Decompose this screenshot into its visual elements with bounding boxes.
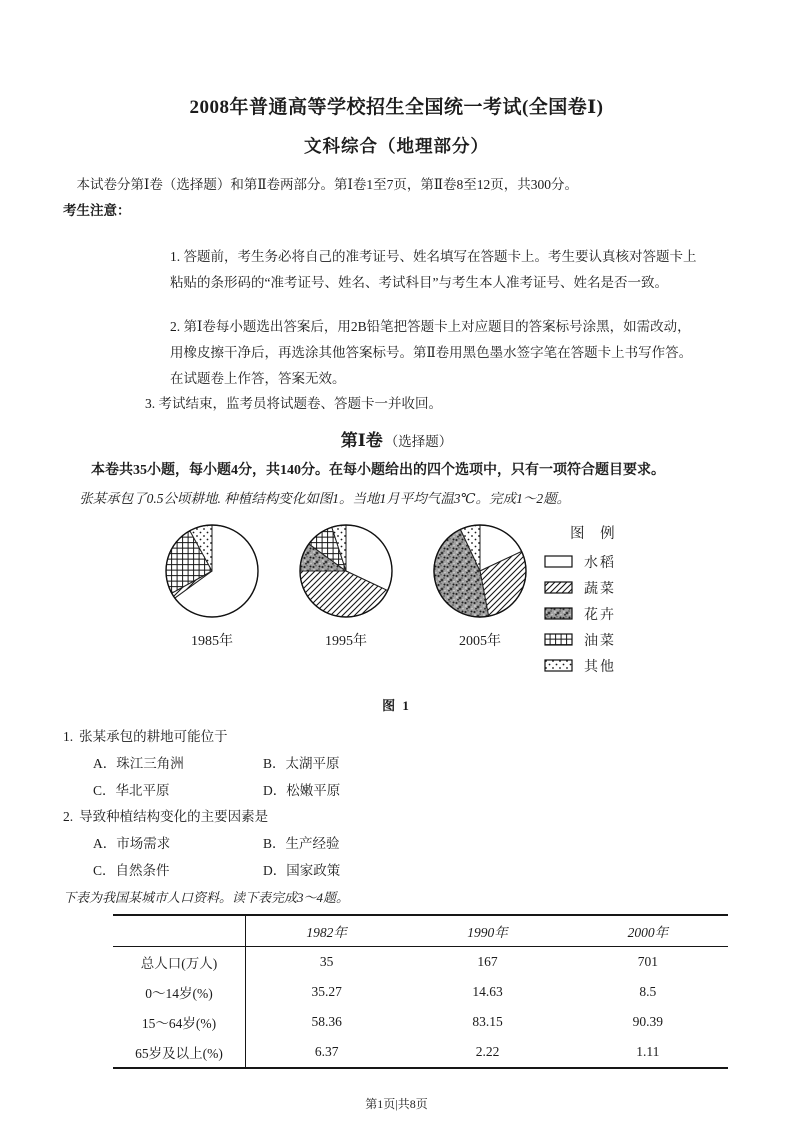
table-col-2000: 2000年 [627,925,669,940]
table-row [113,977,728,1007]
population-table [113,914,728,1069]
question-2 [63,804,730,884]
question-1-body: 张某承包的耕地可能位于 [79,729,228,744]
legend-item-花卉 [544,601,621,627]
pie-year-label: 1995年 [325,634,367,649]
legend-label: 花卉 [584,608,616,623]
legend-swatch-white-icon [544,555,574,569]
question-1-text [63,724,730,750]
option-row [93,750,730,777]
table-corner-cell [113,915,246,947]
option-2c: C．自然条件 [93,863,170,878]
pie-chart [160,520,264,624]
row-label-65-plus: 65岁及以上(%) [113,1037,246,1068]
legend-item-油菜 [544,627,621,653]
question-stem: 张某承包了0.5公顷耕地. 种植结构变化如图1。当地1月平均气温3℃。完成1～2题。 [79,491,571,506]
option-1b: B．太湖平原 [263,756,340,771]
exam-title: 2008年普通高等学校招生全国统一考试(全国卷Ⅰ) [189,97,604,118]
legend-item-水稻 [544,549,621,575]
pie-chart-group [160,520,532,650]
legend-item-蔬菜 [544,575,621,601]
question-1-number: 1. [63,729,74,744]
table-row [113,947,728,978]
cell: 58.36 [311,1014,342,1029]
option-row [93,857,730,884]
section-volume: 第Ⅰ卷 [340,431,383,450]
cell: 35 [319,954,334,969]
cell: 701 [637,954,658,969]
option-row [93,777,730,804]
option-1a: A．珠江三角洲 [93,756,184,771]
option-2b: B．生产经验 [263,836,340,851]
table-col-1990: 1990年 [467,925,508,940]
section-instructions: 本卷共35小题，每小题4分，共140分。在每小题给出的四个选项中，只有一项符合题目要求。 [91,463,665,478]
section-heading [63,426,730,451]
notice-item-3: 3. 考试结束，监考员将试题卷、答题卡一并收回。 [145,396,442,411]
cell: 14.63 [472,984,503,999]
cell: 8.5 [639,984,657,999]
question-2-number: 2. [63,809,74,824]
option-1c: C．华北平原 [93,783,170,798]
cell: 90.39 [632,1014,664,1029]
legend-label: 水稻 [584,556,616,571]
figure-caption: 图 1 [382,698,411,713]
section-volume-note: （选择题） [384,434,453,449]
notice-label: 考生注意： [63,203,131,218]
notice-item-1: 1. 答题前，考生务必将自己的准考证号、姓名填写在答题卡上。考生要认真核对答题卡上粘贴的条形码的“准考证号、姓名、考试科目”与考生本人准考证号、姓名是否一致。 [170,249,697,290]
notice-item-2: 2. 第Ⅰ卷每小题选出答案后，用2B铅笔把答题卡上对应题目的答案标号涂黑，如需改动，用橡皮擦干净后，再选涂其他答案标号。第Ⅱ卷用黑色墨水签字笔在答题卡上书写作答。在试题卷上作答，答案无效。 [170,319,693,386]
pie-1985年 [160,520,264,650]
legend-label: 油菜 [584,634,616,649]
exam-subtitle: 文科综合（地理部分） [304,136,489,156]
chart-legend [544,520,621,679]
question-2-options [93,830,730,884]
pie-2005年 [428,520,532,650]
question-1-options [93,750,730,804]
row-label-0-14: 0～14岁(%) [113,977,246,1007]
row-label-total: 总人口(万人) [113,947,246,978]
table-col-1982: 1982年 [306,925,347,940]
pie-year-label: 1985年 [191,634,233,649]
pie-year-label: 2005年 [459,634,501,649]
legend-title: 图 例 [570,526,621,542]
pie-chart [294,520,398,624]
pie-1995年 [294,520,398,650]
option-1d: D．松嫩平原 [263,783,341,798]
question-2-body: 导致种植结构变化的主要因素是 [79,809,269,824]
cell: 2.22 [475,1044,500,1059]
table-header-row [113,915,728,947]
cell: 167 [477,954,498,969]
option-2a: A．市场需求 [93,836,171,851]
table-intro: 下表为我国某城市人口资料。读下表完成3～4题。 [63,890,350,905]
table-row [113,1037,728,1068]
cell: 35.27 [311,984,342,999]
cell: 1.11 [636,1044,660,1059]
page-number: 第1页|共8页 [365,1097,428,1111]
notice-list [115,244,698,416]
cell: 6.37 [314,1044,339,1059]
exam-intro: 本试卷分第Ⅰ卷（选择题）和第Ⅱ卷两部分。第Ⅰ卷1至7页，第Ⅱ卷8至12页，共300分。 [76,177,579,192]
legend-swatch-dots-icon [544,659,574,673]
row-label-15-64: 15～64岁(%) [113,1007,246,1037]
figure-1 [160,520,730,679]
legend-swatch-speckle-icon [544,607,574,621]
option-2d: D．国家政策 [263,863,341,878]
option-row [93,830,730,857]
pie-chart [428,520,532,624]
legend-swatch-grid-icon [544,633,574,647]
legend-label: 蔬菜 [584,582,616,597]
legend-swatch-diagonal-hatch-icon [544,581,574,595]
table-row [113,1007,728,1037]
cell: 83.15 [472,1014,503,1029]
question-2-text [63,804,730,830]
legend-item-其他 [544,653,621,679]
legend-label: 其他 [584,660,616,675]
question-1 [63,724,730,804]
